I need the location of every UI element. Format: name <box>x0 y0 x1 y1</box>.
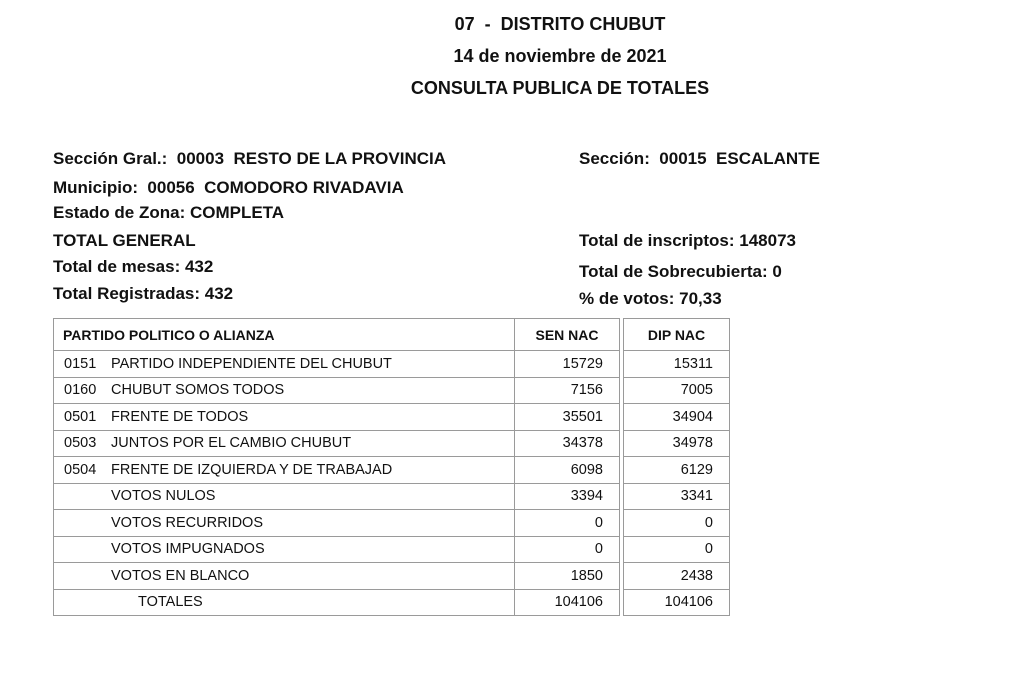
party-name: FRENTE DE IZQUIERDA Y DE TRABAJAD <box>111 461 393 478</box>
header-party: PARTIDO POLITICO O ALIANZA <box>54 319 515 351</box>
totals-row <box>54 589 730 616</box>
party-name: CHUBUT SOMOS TODOS <box>111 382 285 399</box>
totals-label: TOTALES <box>138 594 203 611</box>
party-code: 0503 <box>64 435 97 452</box>
report-title: CONSULTA PUBLICA DE TOTALES <box>410 78 710 98</box>
party-name: PARTIDO INDEPENDIENTE DEL CHUBUT <box>111 355 392 372</box>
table-row <box>54 536 730 563</box>
dip-nac-value: 0 <box>624 536 730 563</box>
party-cell <box>54 351 515 378</box>
party-cell <box>54 536 515 563</box>
header-dip-nac: DIP NAC <box>624 319 730 351</box>
table-row <box>54 483 730 510</box>
party-name: FRENTE DE TODOS <box>111 408 249 425</box>
dip-nac-value: 7005 <box>624 377 730 404</box>
table-row <box>54 430 730 457</box>
sen-nac-value: 34378 <box>515 430 620 457</box>
totals-cell <box>54 589 515 616</box>
table-row <box>54 351 730 378</box>
total-mesas: Total de mesas: 432 <box>53 257 214 276</box>
dip-nac-value: 34904 <box>624 404 730 431</box>
seccion: Sección: 00015 ESCALANTE <box>579 149 820 168</box>
sen-nac-value: 0 <box>515 536 620 563</box>
sen-nac-value: 35501 <box>515 404 620 431</box>
table-row <box>54 377 730 404</box>
party-cell <box>54 377 515 404</box>
total-general-label: TOTAL GENERAL <box>53 231 196 250</box>
party-cell <box>54 430 515 457</box>
results-table <box>53 318 730 616</box>
table-row <box>54 404 730 431</box>
table-row <box>54 457 730 484</box>
sen-nac-value: 6098 <box>515 457 620 484</box>
estado-zona: Estado de Zona: COMPLETA <box>53 203 285 222</box>
party-name: VOTOS NULOS <box>111 488 216 505</box>
pct-votos: % de votos: 70,33 <box>579 289 722 308</box>
sen-nac-value: 7156 <box>515 377 620 404</box>
party-cell <box>54 457 515 484</box>
sen-nac-value: 0 <box>515 510 620 537</box>
party-code: 0151 <box>64 355 97 372</box>
election-date: 14 de noviembre de 2021 <box>453 46 667 66</box>
party-code: 0504 <box>64 461 97 478</box>
party-code: 0160 <box>64 382 97 399</box>
table-header-row <box>54 319 730 351</box>
dip-nac-value: 34978 <box>624 430 730 457</box>
party-name: VOTOS EN BLANCO <box>111 567 250 584</box>
report-header <box>0 8 1024 104</box>
party-name: VOTOS IMPUGNADOS <box>111 541 265 558</box>
dip-nac-value: 6129 <box>624 457 730 484</box>
party-name: VOTOS RECURRIDOS <box>111 514 264 531</box>
totals-sen-nac: 104106 <box>515 589 620 616</box>
party-cell <box>54 483 515 510</box>
sen-nac-value: 15729 <box>515 351 620 378</box>
party-code: 0501 <box>64 408 97 425</box>
total-registradas: Total Registradas: 432 <box>53 284 234 303</box>
party-name: JUNTOS POR EL CAMBIO CHUBUT <box>111 435 352 452</box>
total-sobrecubierta: Total de Sobrecubierta: 0 <box>579 262 782 281</box>
municipio: Municipio: 00056 COMODORO RIVADAVIA <box>53 178 404 197</box>
party-cell <box>54 563 515 590</box>
sen-nac-value: 1850 <box>515 563 620 590</box>
seccion-general: Sección Gral.: 00003 RESTO DE LA PROVINCIA <box>53 149 447 168</box>
party-cell <box>54 510 515 537</box>
table-row <box>54 510 730 537</box>
party-cell <box>54 404 515 431</box>
total-inscriptos: Total de inscriptos: 148073 <box>579 231 796 250</box>
dip-nac-value: 2438 <box>624 563 730 590</box>
dip-nac-value: 15311 <box>624 351 730 378</box>
dip-nac-value: 3341 <box>624 483 730 510</box>
header-sen-nac: SEN NAC <box>515 319 620 351</box>
sen-nac-value: 3394 <box>515 483 620 510</box>
dip-nac-value: 0 <box>624 510 730 537</box>
totals-dip-nac: 104106 <box>624 589 730 616</box>
district-title: 07 - DISTRITO CHUBUT <box>454 14 666 34</box>
table-row <box>54 563 730 590</box>
